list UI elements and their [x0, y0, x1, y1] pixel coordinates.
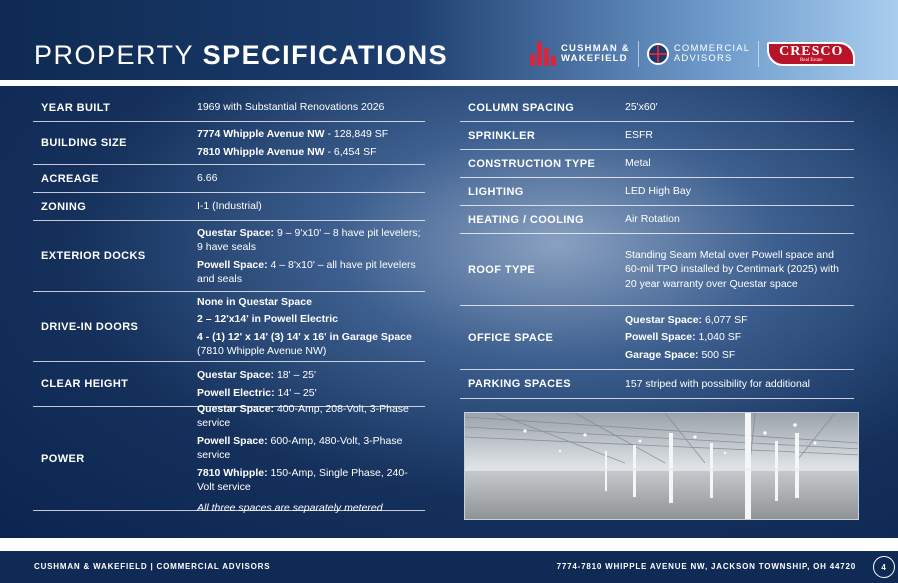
logo-strip	[530, 38, 855, 70]
spec-label: BUILDING SIZE	[41, 137, 127, 149]
spec-value-line	[197, 402, 421, 431]
footer-address: 7774-7810 WHIPPLE AVENUE NW, JACKSON TOWNSHIP, OH 44720	[556, 562, 856, 571]
spec-value	[197, 295, 421, 359]
spec-value-text: (7810 Whipple Avenue NW)	[197, 345, 327, 357]
spec-label: POWER	[41, 452, 85, 465]
spec-value-bold: 7810 Whipple:	[197, 466, 268, 479]
spec-value-line	[625, 348, 850, 363]
spec-label: CLEAR HEIGHT	[41, 378, 129, 390]
spec-value-bold: Questar Space:	[197, 226, 275, 239]
footer-company: CUSHMAN & WAKEFIELD | COMMERCIAL ADVISORS	[34, 562, 271, 571]
title-bold: SPECIFICATIONS	[202, 40, 449, 70]
spec-row	[460, 122, 854, 150]
spec-value-text: 150-Amp, Single Phase, 240-Volt service	[197, 466, 408, 494]
spec-label: SPRINKLER	[468, 129, 536, 142]
spec-value-text: 6,077 SF	[702, 313, 748, 326]
spec-label: ACREAGE	[41, 172, 99, 185]
spec-label: EXTERIOR DOCKS	[41, 250, 146, 262]
spec-value-bold: 7810 Whipple Avenue NW	[197, 145, 325, 158]
spec-row	[33, 362, 425, 407]
spec-value-line	[197, 466, 421, 495]
cushman-wakefield-logo	[530, 42, 630, 66]
spec-value-bold: Questar Space:	[197, 402, 275, 415]
spec-row	[460, 234, 854, 306]
spec-row	[460, 150, 854, 178]
spec-label: HEATING / COOLING	[468, 213, 584, 226]
spec-value-bold: Questar Space:	[625, 313, 703, 326]
spec-value: 25'x60'	[625, 101, 658, 114]
spec-value-bold: Powell Space:	[625, 331, 696, 344]
ca-line2: ADVISORS	[673, 53, 733, 64]
spec-value-line	[197, 145, 421, 160]
spec-note: All three spaces are separately metered	[197, 501, 383, 514]
spec-row	[33, 122, 425, 165]
spec-row	[460, 370, 854, 399]
buildings-icon	[530, 42, 556, 66]
ca-line1: COMMERCIAL	[673, 43, 751, 54]
spec-value-line	[197, 127, 421, 142]
spec-value-bold: Questar Space:	[197, 369, 275, 381]
spec-value-text: - 128,849 SF	[324, 128, 389, 140]
spec-row	[460, 178, 854, 206]
page-number: 4	[873, 556, 895, 578]
spec-value-line	[197, 368, 421, 383]
spec-value-text: 4 – 8'x10' – all have pit levelers and seals	[197, 258, 416, 285]
spec-value-bold: None in Questar Space	[197, 295, 312, 308]
spec-value-text: 600-Amp, 480-Volt, 3-Phase service	[197, 434, 403, 462]
spec-value: ESFR	[625, 129, 654, 142]
spec-value-text: 500 SF	[698, 348, 736, 361]
cresco-name: CRESCO	[779, 43, 844, 59]
spec-value-bold: Garage Space:	[625, 348, 699, 361]
warehouse-photo	[464, 412, 859, 520]
logo-divider	[638, 41, 639, 67]
spec-value-bold: Powell Space:	[197, 434, 268, 447]
specs-panel	[0, 86, 898, 538]
spec-value-text: - 6,454 SF	[324, 145, 377, 158]
spec-value-line	[197, 434, 421, 463]
spec-value-text: 9 – 9'x10' – 8 have pit levelers; 9 have seals	[197, 226, 421, 253]
spec-value	[625, 313, 850, 363]
footer-divider	[0, 538, 898, 551]
spec-label: LIGHTING	[468, 185, 524, 198]
cresco-logo	[767, 42, 855, 66]
spec-value-bold: 7774 Whipple Avenue NW	[197, 128, 325, 140]
spec-row	[33, 165, 425, 193]
spec-value: LED High Bay	[625, 185, 691, 198]
spec-value-text: 1,040 SF	[695, 331, 742, 344]
spec-value-line	[197, 386, 421, 401]
title-light: PROPERTY	[34, 40, 194, 70]
spec-value: I-1 (Industrial)	[197, 200, 262, 213]
spec-value-bold: 4 - (1) 12' x 14' (3) 14' x 16' in Garage Space	[197, 330, 412, 343]
spec-row	[33, 193, 425, 221]
spec-value-text: 14' – 25'	[274, 386, 317, 399]
spec-value-line	[197, 312, 421, 327]
footer	[0, 551, 898, 583]
spec-value-line	[197, 330, 421, 359]
spec-label: CONSTRUCTION TYPE	[468, 157, 596, 170]
spec-value-bold: 2 – 12'x14' in Powell Electric	[197, 313, 338, 325]
spec-value-bold: Powell Space:	[197, 258, 268, 271]
header-banner	[0, 0, 898, 80]
spec-value-text: 400-Amp, 208-Volt, 3-Phase service	[197, 402, 409, 430]
spec-row	[460, 94, 854, 122]
cw-line2: WAKEFIELD	[561, 53, 628, 64]
spec-value	[197, 402, 421, 516]
spec-value: Metal	[625, 157, 651, 170]
logo-divider	[758, 41, 759, 67]
page-title	[34, 40, 448, 71]
cresco-sub: Real Estate	[799, 57, 823, 63]
spec-value: Air Rotation	[625, 213, 680, 226]
spec-row	[33, 221, 425, 292]
spec-value-line	[625, 313, 850, 328]
spec-row	[33, 402, 425, 514]
spec-value: Standing Seam Metal over Powell space and 60-mil TPO installed by Centimark (2025) with 20 year warranty over Questar space	[625, 248, 839, 290]
spec-value-line	[197, 258, 421, 287]
spec-value-line	[625, 330, 850, 345]
spec-label: COLUMN SPACING	[468, 101, 575, 114]
spec-value-bold: Powell Electric:	[197, 386, 275, 399]
spec-row	[33, 94, 425, 122]
spec-value	[197, 127, 421, 159]
spec-label: YEAR BUILT	[41, 101, 111, 114]
spec-value	[197, 368, 421, 400]
spec-row	[33, 292, 425, 362]
spec-value	[197, 226, 421, 287]
right-specs-table	[460, 94, 854, 399]
spec-value-line	[197, 226, 421, 255]
commercial-advisors-logo	[647, 43, 750, 65]
spec-value: 6.66	[197, 172, 218, 185]
spec-row	[460, 306, 854, 370]
spec-label: PARKING SPACES	[468, 378, 571, 390]
spec-value: 1969 with Substantial Renovations 2026	[197, 101, 385, 114]
spec-row	[460, 206, 854, 234]
spec-label: OFFICE SPACE	[468, 331, 554, 344]
compass-icon	[647, 43, 669, 65]
spec-label: ZONING	[41, 200, 87, 213]
spec-value-text: 18' – 25'	[274, 369, 317, 381]
spec-label: ROOF TYPE	[468, 263, 536, 276]
left-specs-table	[33, 94, 425, 514]
spec-label: DRIVE-IN DOORS	[41, 320, 139, 333]
spec-value: 157 striped with possibility for additional	[625, 377, 811, 390]
spec-value-line	[197, 295, 421, 310]
cw-line1: CUSHMAN &	[561, 43, 630, 54]
